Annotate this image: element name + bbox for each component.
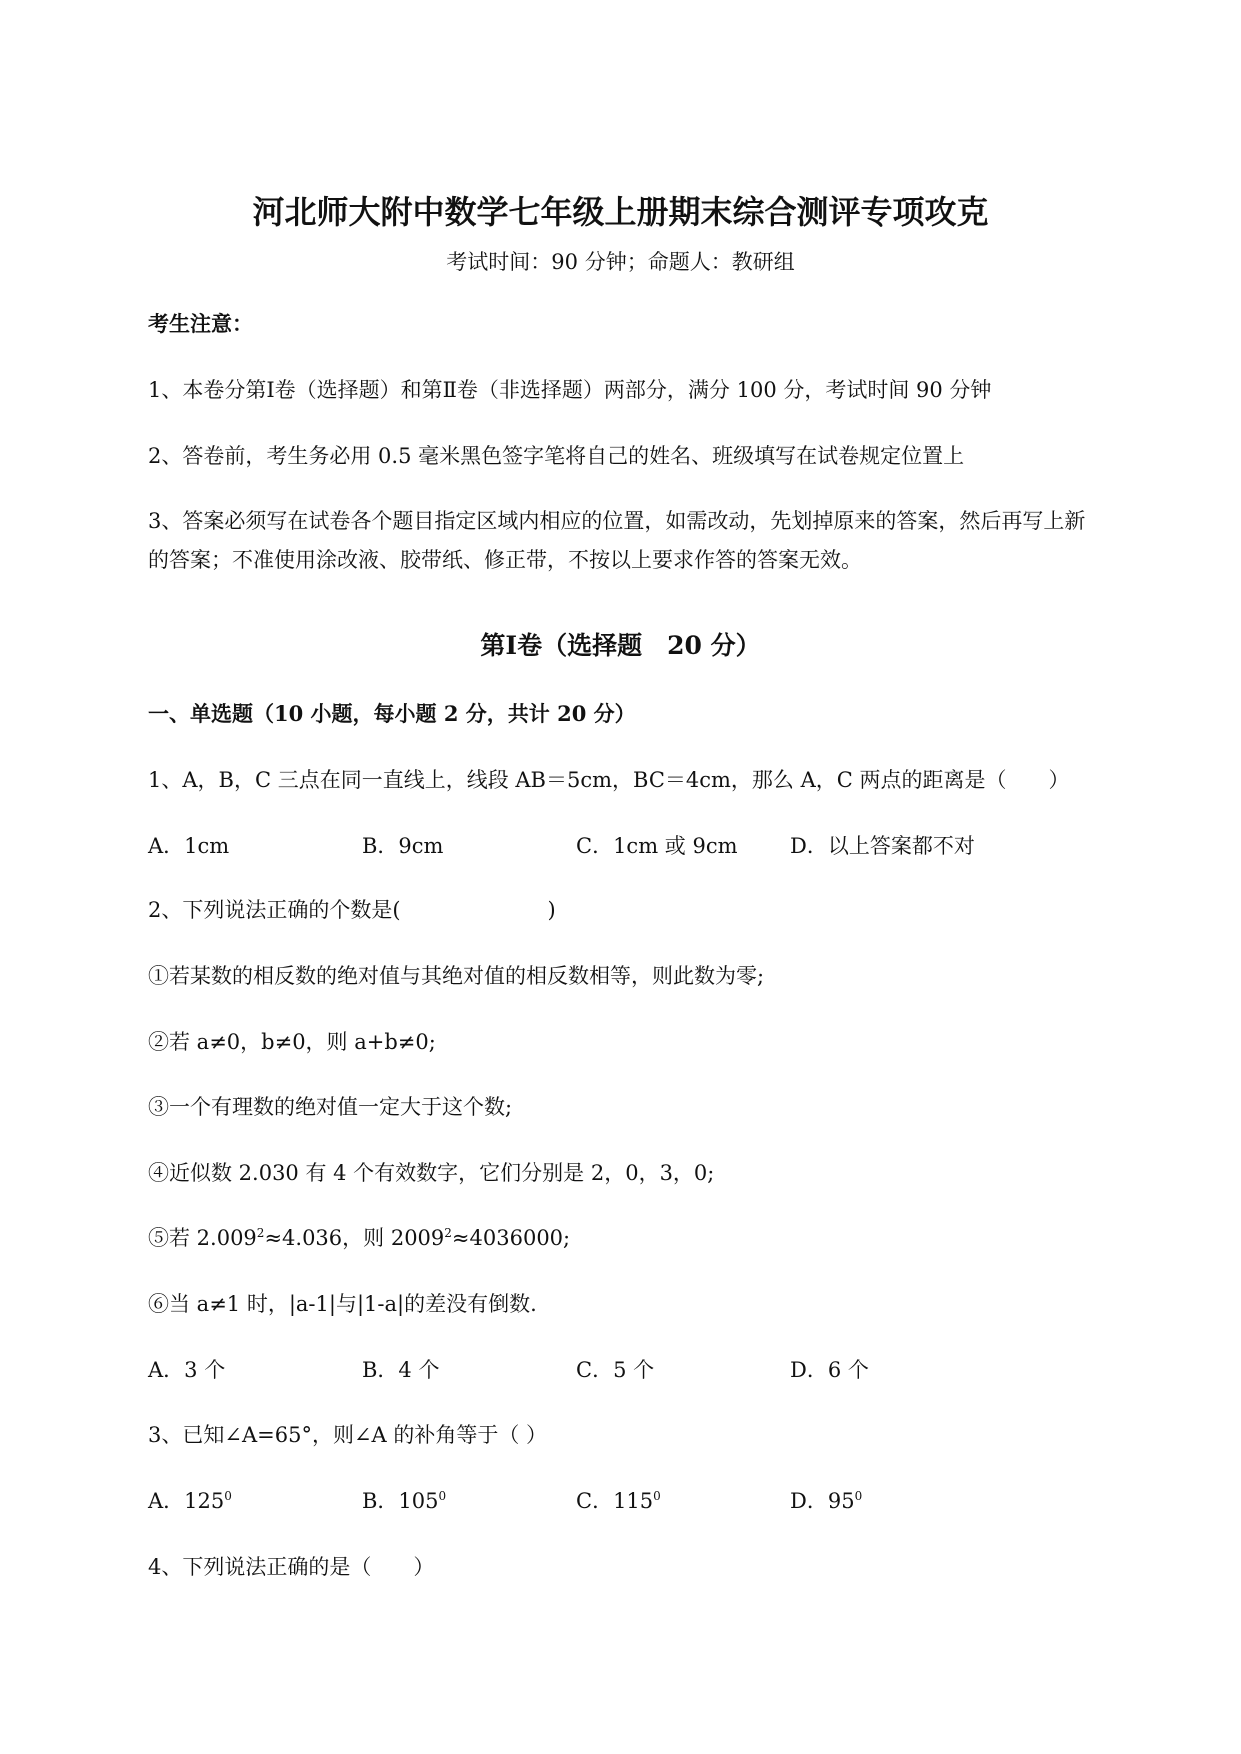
q2-statement-1: ①若某数的相反数的绝对值与其绝对值的相反数相等，则此数为零; [148, 964, 765, 988]
degree-mark: 0 [224, 1489, 232, 1503]
q2-s5-part-b: ≈4.036，则 2009 [264, 1226, 445, 1250]
q2-s5-exponent-1: 2 [256, 1226, 265, 1240]
q2-option-c[interactable]: C．5 个 [576, 1358, 655, 1382]
q3-option-c-label: C．115 [576, 1489, 654, 1513]
q2-statement-5 [148, 1224, 570, 1252]
q2-statement-2: ②若 a≠0，b≠0，则 a+b≠0; [148, 1030, 436, 1054]
q1-option-d[interactable]: D．以上答案都不对 [790, 834, 975, 858]
page-title: 河北师大附中数学七年级上册期末综合测评专项攻克 [252, 193, 989, 231]
notice-item-3: 3、答案必须写在试卷各个题目指定区域内相应的位置，如需改动，先划掉原来的答案，然后再写上新 [148, 509, 1086, 533]
q1-option-c[interactable]: C．1cm 或 9cm [576, 834, 738, 858]
question-3-stem: 3、已知∠A=65°，则∠A 的补角等于（ ） [148, 1423, 548, 1447]
q3-option-a-label: A．125 [148, 1489, 225, 1513]
q3-option-a[interactable] [148, 1487, 232, 1515]
q2-statement-3: ③一个有理数的绝对值一定大于这个数; [148, 1095, 513, 1119]
q2-statement-4: ④近似数 2.030 有 4 个有效数字，它们分别是 2，0，3，0; [148, 1161, 715, 1185]
section-title: 第Ⅰ卷（选择题 20 分） [480, 631, 761, 660]
q3-option-b[interactable] [362, 1487, 446, 1515]
notice-item-3-cont: 的答案；不准使用涂改液、胶带纸、修正带，不按以上要求作答的答案无效。 [148, 548, 862, 572]
question-4-stem: 4、下列说法正确的是（ ） [148, 1555, 435, 1579]
question-1-stem: 1、A，B，C 三点在同一直线上，线段 AB＝5cm，BC＝4cm，那么 A，C 两点的距离是（ ） [148, 768, 1070, 792]
exam-info: 考试时间：90 分钟；命题人：教研组 [446, 250, 795, 274]
q2-statement-6: ⑥当 a≠1 时，|a-1|与|1-a|的差没有倒数. [148, 1292, 537, 1316]
q1-option-b[interactable]: B．9cm [362, 834, 444, 858]
q1-option-a[interactable]: A．1cm [148, 834, 230, 858]
q2-option-a[interactable]: A．3 个 [148, 1358, 226, 1382]
degree-mark: 0 [653, 1489, 661, 1503]
question-2-stem: 2、下列说法正确的个数是( ) [148, 898, 556, 922]
q2-s5-part-a: ⑤若 2.009 [148, 1226, 257, 1250]
q2-s5-part-c: ≈4036000; [451, 1226, 571, 1250]
degree-mark: 0 [438, 1489, 447, 1503]
part-heading: 一、单选题（10 小题，每小题 2 分，共计 20 分） [148, 701, 636, 726]
q3-option-d[interactable] [790, 1487, 862, 1515]
q2-option-d[interactable]: D．6 个 [790, 1358, 869, 1382]
notice-item-1: 1、本卷分第Ⅰ卷（选择题）和第Ⅱ卷（非选择题）两部分，满分 100 分，考试时间 90 分钟 [148, 378, 992, 402]
q3-option-d-label: D．95 [790, 1489, 855, 1513]
q2-option-b[interactable]: B．4 个 [362, 1358, 440, 1382]
degree-mark: 0 [854, 1489, 863, 1503]
q3-option-c[interactable] [576, 1487, 661, 1515]
q2-s5-exponent-2: 2 [444, 1226, 452, 1240]
notice-item-2: 2、答卷前，考生务必用 0.5 毫米黑色签字笔将自己的姓名、班级填写在试卷规定位置上 [148, 444, 965, 468]
notice-heading: 考生注意： [148, 311, 253, 336]
q3-option-b-label: B．105 [362, 1489, 439, 1513]
